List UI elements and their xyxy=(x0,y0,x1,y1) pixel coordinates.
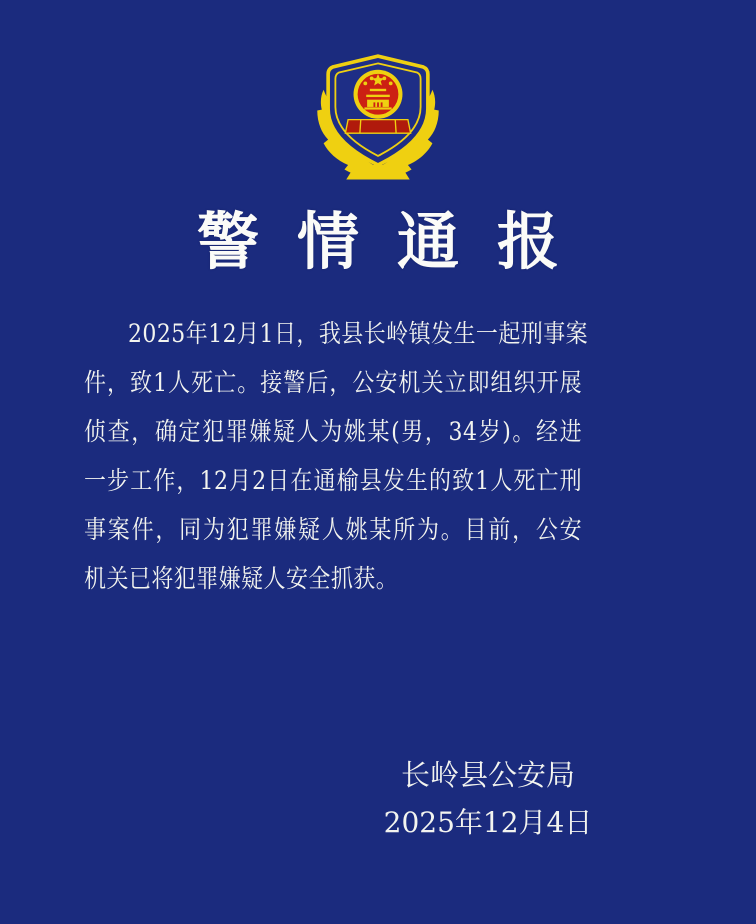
body-line: 机关已将犯罪嫌疑人安全抓获。 xyxy=(84,564,399,593)
police-badge-icon xyxy=(310,52,446,180)
body-line: 侦查，确定犯罪嫌疑人为姚某(男，34岁)。经进 xyxy=(84,417,583,446)
body-line: 2025年12月1日，我县长岭镇发生一起刑事案 xyxy=(128,319,589,348)
body-line: 一步工作，12月2日在通榆县发生的致1人死亡刑 xyxy=(84,466,583,495)
notice-body xyxy=(84,309,589,603)
body-line: 件，致1人死亡。接警后，公安机关立即组织开展 xyxy=(84,368,583,397)
ribbon xyxy=(345,120,410,134)
notice-footer xyxy=(338,751,638,847)
notice-title: 警情通报 xyxy=(196,205,597,278)
badge-base xyxy=(346,165,409,180)
body-line: 事案件，同为犯罪嫌疑人姚某所为。目前，公安 xyxy=(84,515,583,544)
notice-date: 2025年12月4日 xyxy=(383,806,593,839)
issuing-authority: 长岭县公安局 xyxy=(400,758,575,792)
